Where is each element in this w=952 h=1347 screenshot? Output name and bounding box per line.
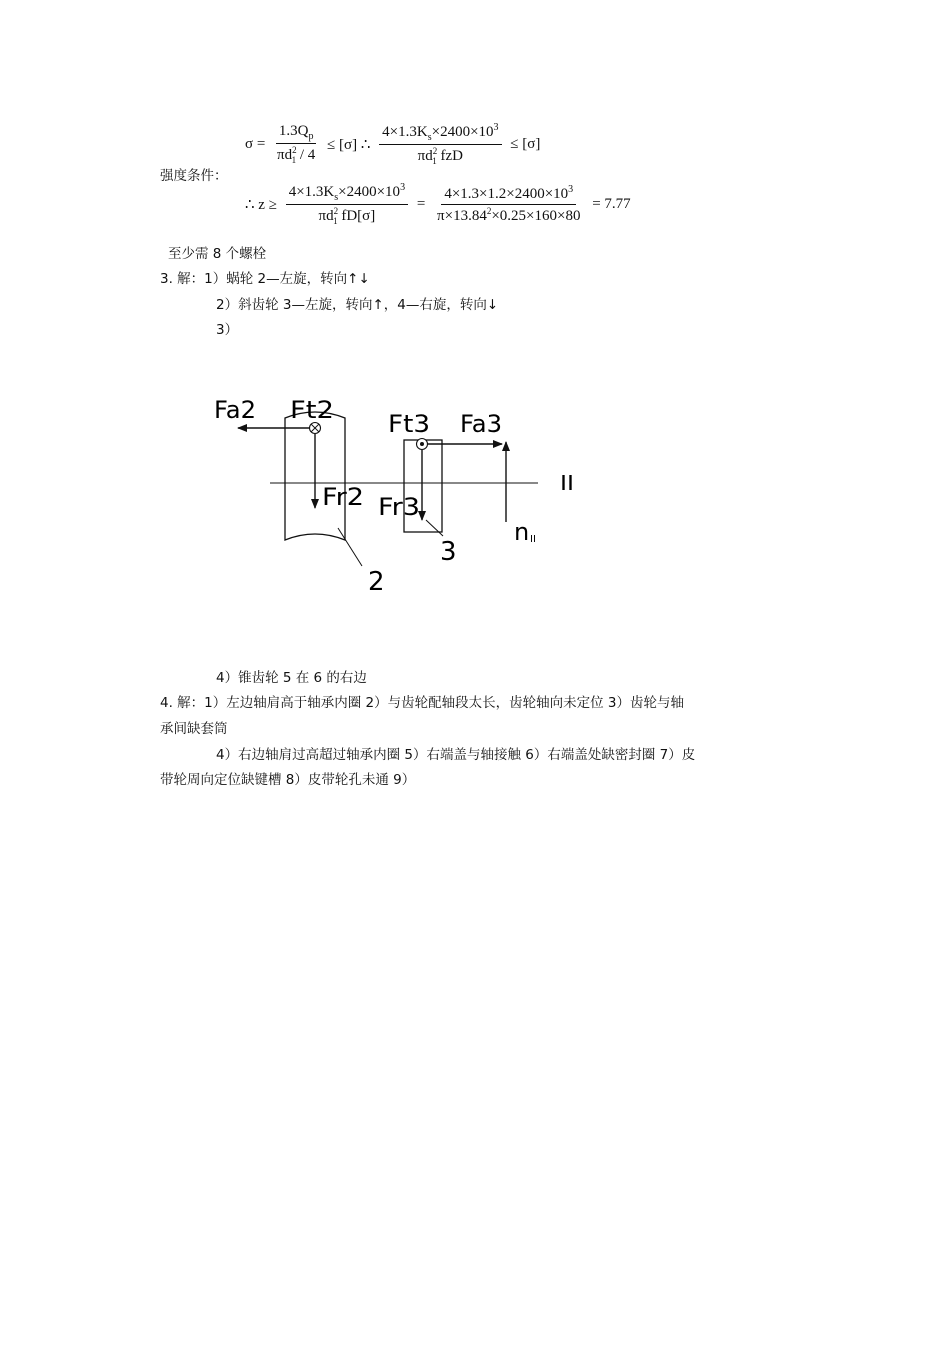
part2-leader (338, 528, 362, 566)
eq2-lhs: ∴ z ≥ (245, 196, 277, 213)
label-ft3: Ft3 (388, 410, 430, 438)
eq1-rhs: ≤ [σ] (510, 135, 541, 152)
label-speed-sub: II (530, 534, 536, 545)
label-part-2: 2 (368, 567, 385, 597)
eq2-fraction-2: $\frac{4\times 1.3\times 1.2\times 2400\times 10^3}{\pi\times 13.84^2\times 0.25\times 160\times 80}$ (437, 183, 581, 224)
eq1-fraction-2: $\frac{4\times 1.3K_s\times 2400\times 10^3}{\pi d^2_1 fzD}$ (379, 122, 501, 166)
eq2-equals: = (416, 195, 426, 212)
q4-line-1b: 承间缺套筒 (160, 721, 228, 737)
q3-item-2: 2）斜齿轮 3—左旋，转向↑，4—右旋，转向↓ (216, 297, 499, 313)
force-diagram (200, 380, 600, 605)
strength-condition-label: 强度条件： (160, 168, 228, 184)
eq1-mid: ≤ [σ] ∴ (327, 136, 371, 153)
strength-equation-2 (243, 182, 633, 226)
eq1-fraction-1: $\frac{1.3Q_p}{\pi d^2_1 / 4}$ (277, 123, 316, 165)
eq1-lhs: σ = (245, 135, 266, 152)
q4-line-1: 4. 解：1）左边轴肩高于轴承内圈 2）与齿轮配轴段太长，齿轮轴向未定位 3）齿轮与轴 (160, 695, 685, 711)
ft3-out-of-page-symbol (417, 439, 428, 450)
q4-line-2b: 带轮周向定位缺键槽 8）皮带轮孔未通 9） (160, 772, 416, 788)
label-speed: n (514, 518, 530, 546)
label-fr3: Fr3 (378, 493, 420, 521)
eq2-fraction-1: $\frac{4\times 1.3K_s\times 2400\times 10^3}{\pi d^2_1 fD[\sigma]}$ (286, 182, 408, 226)
strength-equation-1 (243, 122, 542, 166)
label-shaft-ii: II (560, 471, 574, 495)
ft2-into-page-symbol (310, 423, 321, 434)
label-fa3: Fa3 (460, 410, 502, 438)
q3-item-3: 3） (216, 322, 239, 338)
label-ft2: Ft2 (290, 396, 334, 424)
q4-line-2: 4）右边轴肩过高超过轴承内圈 5）右端盖与轴接触 6）右端盖处缺密封圈 7）皮 (216, 747, 696, 763)
bolts-line: 至少需 8 个螺栓 (168, 246, 267, 262)
q3-header: 3. 解：1）蜗轮 2—左旋，转向↑↓ (160, 271, 370, 287)
eq2-result: = 7.77 (592, 195, 631, 212)
label-part-3: 3 (440, 537, 457, 567)
q3-item-4: 4）锥齿轮 5 在 6 的右边 (216, 670, 367, 686)
label-fa2: Fa2 (214, 396, 256, 424)
label-fr2: Fr2 (322, 483, 364, 511)
part3-leader (426, 520, 443, 536)
